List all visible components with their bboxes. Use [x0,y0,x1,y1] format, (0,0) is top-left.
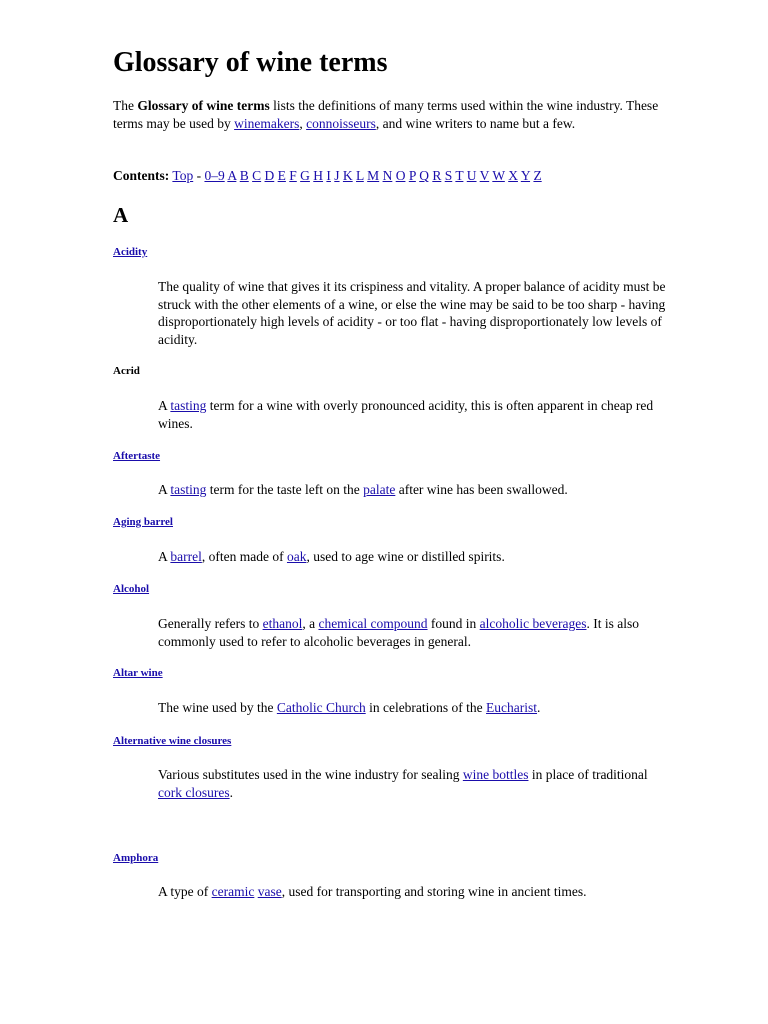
link-vase[interactable]: vase [257,884,282,899]
term-acrid: Acrid [113,365,140,377]
definition-text: term for a wine with overly pronounced acidity, this is often apparent in cheap red wines. [158,398,654,431]
page-title: Glossary of wine terms [113,47,388,78]
contents-link-0-9[interactable]: 0–9 [204,168,225,183]
contents-link-f[interactable]: F [289,168,297,183]
definition-aftertaste [158,481,668,499]
definition-text: A type of [158,884,212,899]
link-connoisseurs[interactable]: connoisseurs [306,115,376,131]
definition-text: in celebrations of the [365,700,487,715]
link-wine-bottles[interactable]: wine bottles [462,767,529,782]
definition-alcohol [158,615,668,650]
contents-link-y[interactable]: Y [520,168,531,183]
contents-link-k[interactable]: K [342,168,353,183]
term-link-aging-barrel[interactable]: Aging barrel [113,516,173,528]
link-palate[interactable]: palate [363,482,396,497]
link-tasting[interactable]: tasting [170,398,207,413]
definition-alternative-wine-closures [158,766,668,801]
contents-link-m[interactable]: M [367,168,380,183]
link-eucharist[interactable]: Eucharist [486,700,538,715]
contents-link-v[interactable]: V [479,168,490,183]
link-barrel[interactable]: barrel [170,549,202,564]
contents-link-z[interactable]: Z [533,168,542,183]
definition-text: in place of traditional [528,767,648,782]
link-cork-closures[interactable]: cork closures [158,784,230,800]
definition-text: , often made of [201,549,287,564]
definition-acidity: The quality of wine that gives it its crispiness and vitality. A proper balance of acidity must be struck with the other elements of a wine, or else the wine may be said to be too sharp - having disproportionately high levels of acidity - or too flat - having disproportionately low levels of acidity. [158,279,666,347]
term-acidity [113,245,147,259]
definition-altar-wine [158,699,668,717]
term-link-alcohol[interactable]: Alcohol [113,583,150,595]
definition-text: . It is also commonly used to refer to alcoholic beverages in general. [158,616,639,649]
link-ceramic[interactable]: ceramic [211,884,255,899]
term-link-aftertaste[interactable]: Aftertaste [113,450,161,462]
term-aging-barrel [113,515,173,529]
contents-link-t[interactable]: T [455,168,464,183]
definition-text: Generally refers to [158,616,263,631]
contents-link-g[interactable]: G [300,168,310,183]
definition-text: A [158,398,171,413]
link-ethanol[interactable]: ethanol [262,616,303,631]
contents-link-n[interactable]: N [382,168,393,183]
term-link-acidity[interactable]: Acidity [113,246,148,258]
link-catholic-church[interactable]: Catholic Church [276,700,366,715]
definition-text: The wine used by the [158,700,277,715]
link-tasting[interactable]: tasting [170,482,207,497]
term-alternative-wine-closures [113,734,231,748]
intro-paragraph [113,97,673,132]
contents-link-r[interactable]: R [432,168,442,183]
contents-link-i[interactable]: I [326,168,331,183]
definition-amphora [158,883,668,901]
term-link-amphora[interactable]: Amphora [113,852,159,864]
term-altar-wine [113,666,163,680]
contents-link-j[interactable]: J [334,168,340,183]
contents-link-q[interactable]: Q [419,168,429,183]
contents-link-p[interactable]: P [408,168,416,183]
intro-text: lists the definitions of many terms used within the wine industry. These terms may be used by [113,98,659,131]
contents-link-h[interactable]: H [313,168,324,183]
contents-link-o[interactable]: O [395,168,406,183]
contents-link-c[interactable]: C [252,168,262,183]
contents-separator: - [193,168,205,183]
link-winemakers[interactable]: winemakers [234,115,300,131]
term-link-alternative-wine-closures[interactable]: Alternative wine closures [113,735,232,747]
definition-text: , a [302,616,319,631]
intro-text: The [113,98,138,113]
term-alcohol [113,582,149,596]
term-link-altar-wine[interactable]: Altar wine [113,667,163,679]
definition-text: A [158,482,171,497]
definition-text: . [537,700,541,715]
definition-text: found in [427,616,480,631]
term-aftertaste [113,449,160,463]
contents-link-d[interactable]: D [264,168,275,183]
link-oak[interactable]: oak [286,549,307,564]
definition-text: Various substitutes used in the wine industry for sealing [158,767,463,782]
intro-bold-term: Glossary of wine terms [137,98,270,113]
term-amphora [113,851,158,865]
contents-link-a[interactable]: A [227,168,237,183]
contents-link-s[interactable]: S [444,168,453,183]
definition-text: A [158,549,171,564]
link-alcoholic-beverages[interactable]: alcoholic beverages [479,616,587,631]
contents-label: Contents: [113,168,170,183]
intro-text: , [299,115,307,131]
contents-link-l[interactable]: L [356,168,364,183]
contents-link-b[interactable]: B [239,168,249,183]
definition-text: after wine has been swallowed. [395,482,568,497]
contents-letter-links [225,168,542,183]
definition-text: , used for transporting and storing wine in ancient times. [281,884,587,899]
link-chemical-compound[interactable]: chemical compound [318,616,428,631]
intro-text: , and wine writers to name but a few. [375,115,576,131]
contents-link-x[interactable]: X [508,168,518,183]
definition-text: , used to age wine or distilled spirits. [306,549,505,564]
contents-link-w[interactable]: W [492,168,505,183]
contents-link-e[interactable]: E [277,168,286,183]
definition-text: term for the taste left on the [206,482,364,497]
contents-link-u[interactable]: U [466,168,477,183]
definition-aging-barrel [158,548,668,566]
definition-acrid [158,397,668,432]
section-heading-a: A [113,203,129,227]
definition-text: . [229,784,233,800]
contents-link-top[interactable]: Top [172,168,194,183]
contents-nav [113,167,713,185]
